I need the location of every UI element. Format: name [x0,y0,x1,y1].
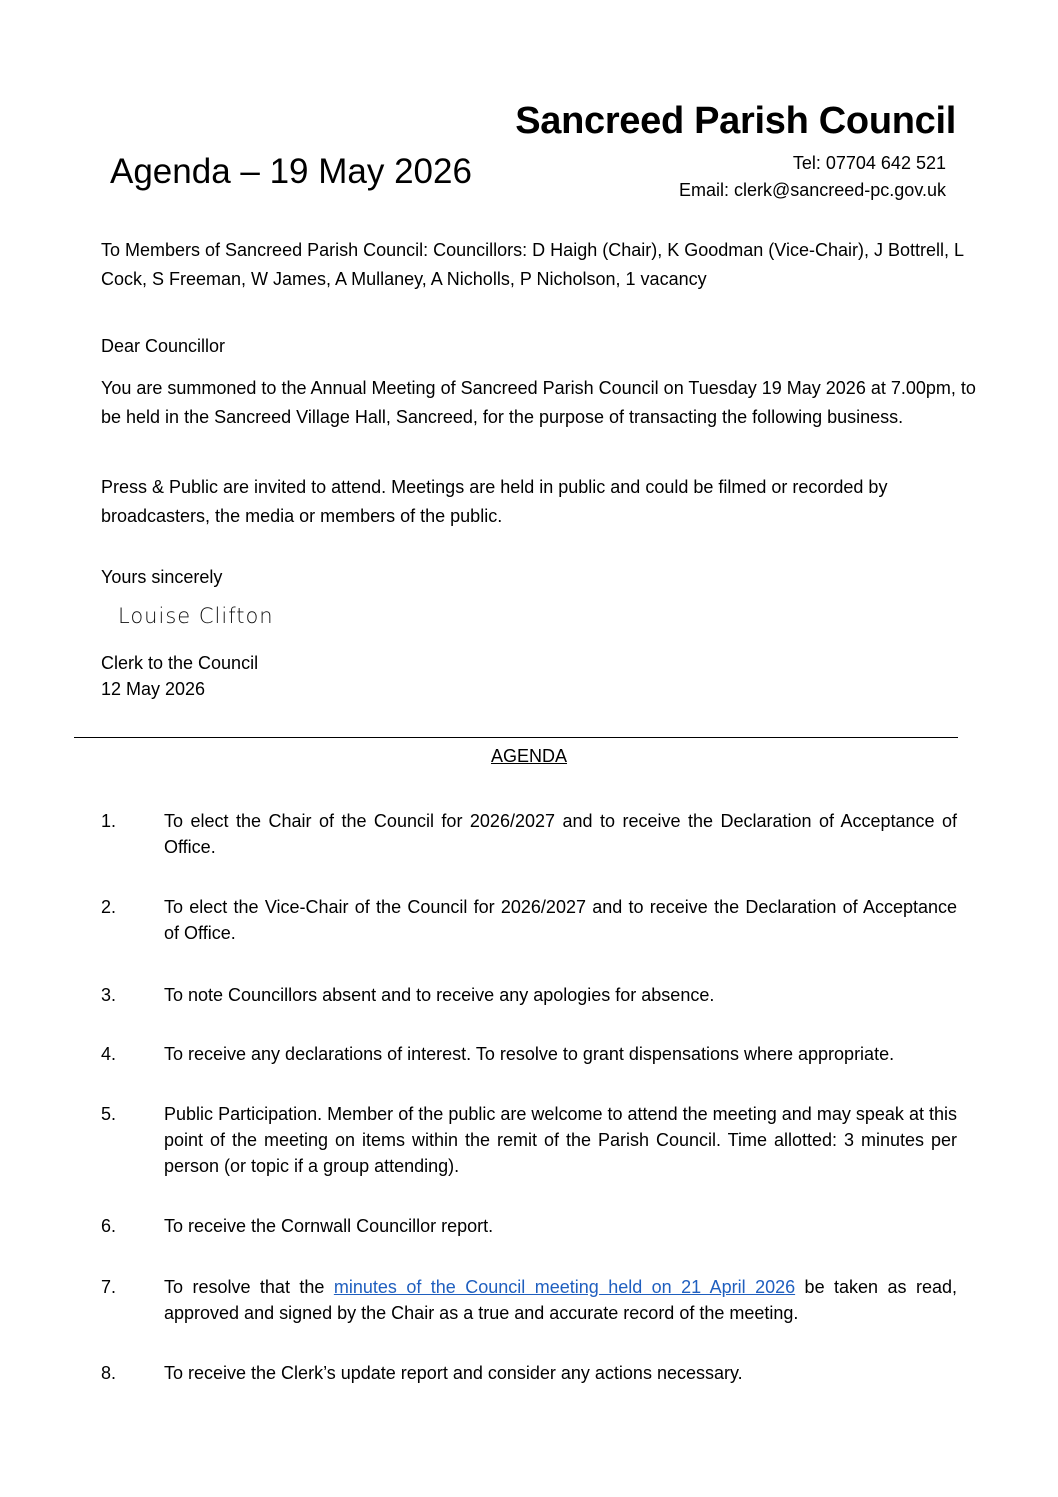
letter-date: 12 May 2026 [101,679,206,699]
item-number: 6. [101,1216,117,1236]
minutes-link[interactable]: minutes of the Council meeting held on 21 April 2026 [333,1277,796,1297]
press-public-paragraph: Press & Public are invited to attend. Meetings are held in public and could be filmed or recorded by broadcasters, the media or members of the public. [101,477,888,526]
members-address: To Members of Sancreed Parish Council: Councillors: D Haigh (Chair), K Goodman (Vice-Chair), J Bottrell, L Cock, S Freeman, W James, A Mullaney, A Nicholls, P Nicholson, 1 vacancy [101,240,964,289]
item-text: To receive any declarations of interest. To resolve to grant dispensations where appropriate. [164,1044,895,1064]
item-text: To elect the Chair of the Council for 2026/2027 and to receive the Declaration of Acceptance of Office. [164,811,957,857]
signature: Louise Clifton [118,604,274,628]
item-text-start: To resolve that the [164,1277,334,1297]
email: Email: clerk@sancreed-pc.gov.uk [678,180,946,200]
divider [74,737,958,738]
item-number: 5. [101,1104,117,1124]
contact-details [679,150,946,204]
item-text: To receive the Cornwall Councillor report. [164,1216,494,1236]
item-text: To receive the Clerk’s update report and consider any actions necessary. [164,1363,743,1383]
telephone: Tel: 07704 642 521 [792,153,946,173]
item-text: To note Councillors absent and to receive any apologies for absence. [164,985,715,1005]
salutation: Dear Councillor [101,336,226,356]
item-text [164,1274,957,1326]
item-number: 4. [101,1044,117,1064]
item-number: 3. [101,985,117,1005]
item-number: 1. [101,811,117,831]
agenda-heading: AGENDA [490,746,568,766]
item-text: To elect the Vice-Chair of the Council for 2026/2027 and to receive the Declaration of Acceptance of Office. [164,897,957,943]
item-text: Public Participation. Member of the public are welcome to attend the meeting and may speak at this point of the meeting on items within the remit of the Parish Council. Time allotted: 3 minutes per person (or topic if a group attending). [164,1104,957,1176]
item-number: 2. [101,897,117,917]
item-number: 8. [101,1363,117,1383]
summons-paragraph: You are summoned to the Annual Meeting of Sancreed Parish Council on Tuesday 19 May 2026 at 7.00pm, to be held in the Sancreed Village Hall, Sancreed, for the purpose of transacting the following business. [101,378,976,427]
council-name: Sancreed Parish Council [515,100,956,142]
closing: Yours sincerely [101,567,223,587]
item-text-end: be taken as read, approved and signed by the Chair as a true and accurate record of the meeting. [164,1277,957,1323]
signatory-role: Clerk to the Council [101,653,259,673]
item-number: 7. [101,1277,117,1297]
signatory [101,650,983,702]
agenda-title: Agenda – 19 May 2026 [110,152,472,191]
